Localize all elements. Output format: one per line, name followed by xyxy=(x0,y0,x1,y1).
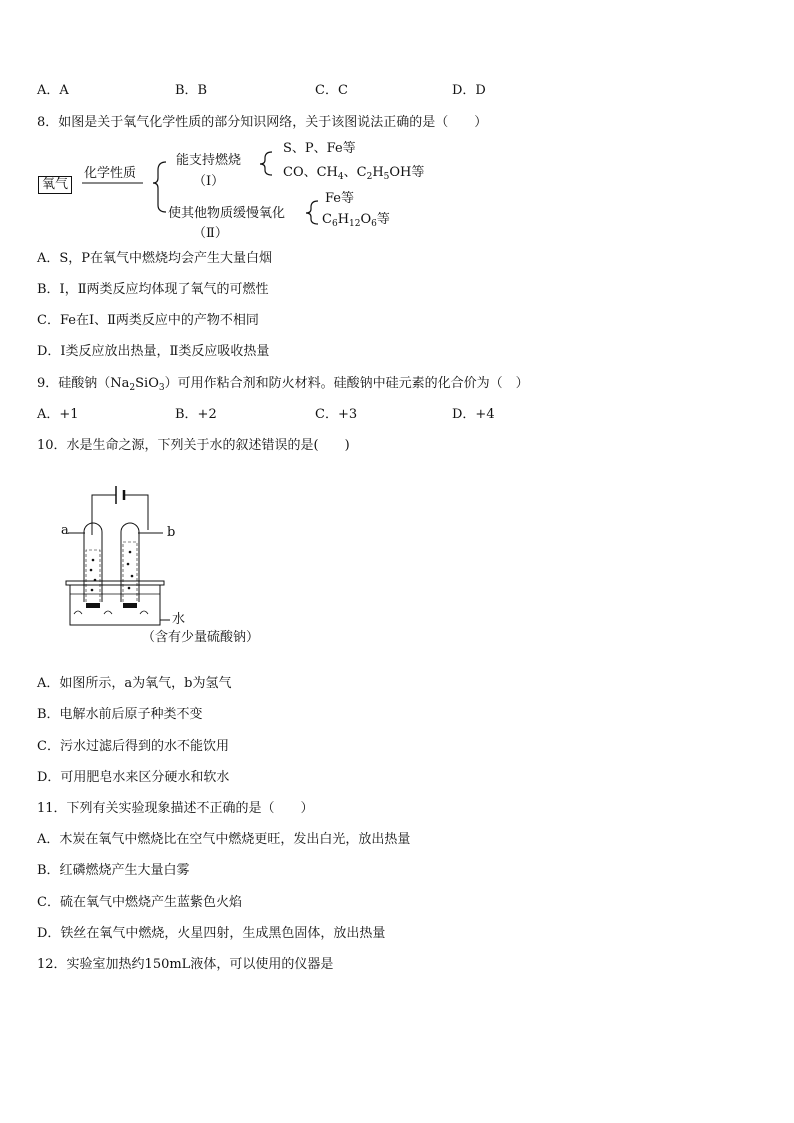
water-trough xyxy=(66,581,170,625)
figure-caption: （含有少量硫酸钠） xyxy=(142,630,260,645)
q8-option-a[interactable]: A．S，P在氧气中燃烧均会产生大量白烟 xyxy=(37,251,273,266)
electrode-a xyxy=(86,603,100,608)
q7-option-a[interactable]: A．A xyxy=(37,83,69,98)
q9-option-a[interactable]: A．+1 xyxy=(37,407,79,422)
q10-option-c[interactable]: C．污水过滤后得到的水不能饮用 xyxy=(37,739,229,754)
q11-option-b[interactable]: B．红磷燃烧产生大量白雾 xyxy=(37,863,190,878)
water-label: 水 xyxy=(172,612,186,627)
q10-option-b[interactable]: B．电解水前后原子种类不变 xyxy=(37,707,203,722)
tube-b xyxy=(121,523,139,602)
q8-node1-item2: CO、$CH_4$、$C_2H_5OH$等 xyxy=(283,165,425,182)
tube-b-label: b xyxy=(167,525,176,540)
q8-option-b[interactable]: B．Ⅰ，Ⅱ两类反应均体现了氧气的可燃性 xyxy=(37,282,269,297)
q8-root-oxygen: 氧气 xyxy=(38,176,72,194)
tube-a-label: a xyxy=(61,523,69,538)
q8-node1-item1: S、P、Fe等 xyxy=(283,141,356,156)
q12-stem: 12．实验室加热约150mL液体，可以使用的仪器是 xyxy=(37,957,334,972)
q11-option-d[interactable]: D．铁丝在氧气中燃烧，火星四射，生成黑色固体，放出热量 xyxy=(37,926,386,941)
battery-icon xyxy=(116,486,124,504)
q8-node2-number: （Ⅱ） xyxy=(193,226,228,241)
tube-a xyxy=(84,523,102,602)
q8-node2-item1: Fe等 xyxy=(325,191,355,206)
electrode-b xyxy=(123,603,137,608)
q10-option-a[interactable]: A．如图所示，a为氧气，b为氢气 xyxy=(37,676,232,691)
q8-node-slow-oxidation: 使其他物质缓慢氧化 xyxy=(168,206,286,221)
q8-branch-chemical-property: 化学性质 xyxy=(84,166,137,181)
q8-node1-number: （Ⅰ） xyxy=(193,174,225,189)
q9-option-b[interactable]: B．+2 xyxy=(175,407,217,422)
q10-stem: 10．水是生命之源，下列关于水的叙述错误的是( ) xyxy=(37,438,350,453)
q11-stem: 11．下列有关实验现象描述不正确的是（ ） xyxy=(37,801,314,816)
q10-option-d[interactable]: D．可用肥皂水来区分硬水和软水 xyxy=(37,770,230,785)
q11-option-a[interactable]: A．木炭在氧气中燃烧比在空气中燃烧更旺，发出白光，放出热量 xyxy=(37,832,411,847)
q8-stem: 8．如图是关于氧气化学性质的部分知识网络，关于该图说法正确的是（ ） xyxy=(37,115,488,130)
q7-option-c[interactable]: C．C xyxy=(315,83,348,98)
q9-option-d[interactable]: D．+4 xyxy=(452,407,495,422)
q9-stem: 9．硅酸钠$(Na_2SiO_3)$可用作粘合剂和防火材料。硅酸钠中硅元素的化合价为（ ） xyxy=(37,376,529,393)
q8-option-c[interactable]: C．Fe在Ⅰ、Ⅱ两类反应中的产物不相同 xyxy=(37,313,259,328)
q8-node-support-combustion: 能支持燃烧 xyxy=(176,153,242,168)
q9-option-c[interactable]: C．+3 xyxy=(315,407,358,422)
q7-option-b[interactable]: B．B xyxy=(175,83,208,98)
q8-option-d[interactable]: D．Ⅰ类反应放出热量，Ⅱ类反应吸收热量 xyxy=(37,344,270,359)
q11-option-c[interactable]: C．硫在氧气中燃烧产生蓝紫色火焰 xyxy=(37,895,242,910)
q8-node2-item2: $C_6H_{12}O_6$等 xyxy=(322,212,390,229)
q7-option-d[interactable]: D．D xyxy=(452,83,486,98)
